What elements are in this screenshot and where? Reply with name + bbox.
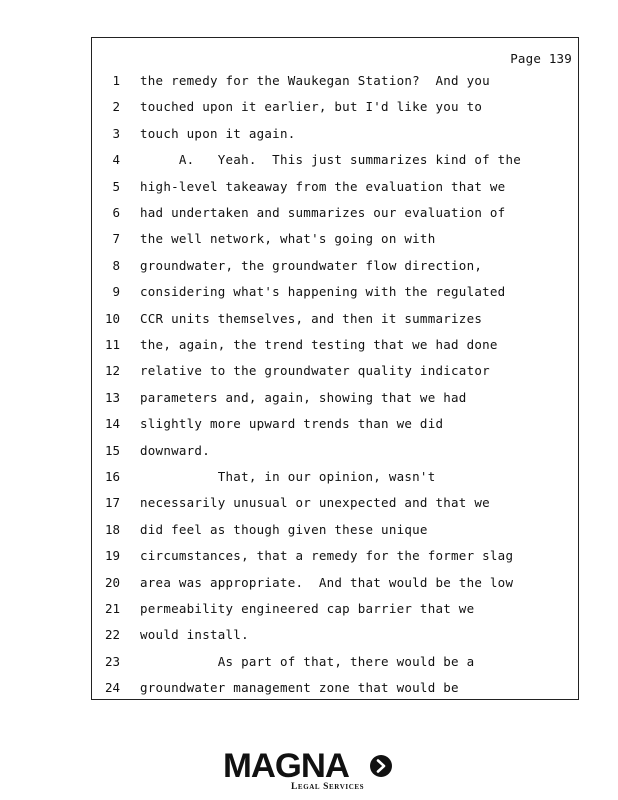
- line-number: 10: [104, 310, 120, 326]
- transcript-line: [92, 150, 578, 170]
- line-number: 6: [112, 205, 120, 220]
- logo-subtitle: Legal Services: [291, 782, 365, 792]
- line-number: 13: [104, 389, 120, 405]
- line-number: 3: [112, 125, 120, 141]
- line-number: 22: [104, 627, 120, 643]
- line-number: 14: [104, 416, 120, 432]
- line-text: the well network, what's going on with: [140, 231, 436, 247]
- line-text: necessarily unusual or unexpected and that we: [140, 495, 490, 511]
- line-number: 12: [104, 363, 120, 379]
- line-number: 1: [112, 73, 120, 88]
- line-number: 20: [104, 574, 120, 590]
- transcript-line: [92, 546, 578, 566]
- line-number: 17: [104, 495, 120, 511]
- line-number: 21: [104, 601, 120, 616]
- line-text: high-level takeaway from the evaluation that we: [140, 178, 506, 194]
- line-number: 7: [112, 231, 120, 247]
- transcript-line: [92, 229, 578, 249]
- line-text: CCR units themselves, and then it summarizes: [140, 310, 483, 326]
- transcript-line: [92, 388, 578, 408]
- line-text: circumstances, that a remedy for the former slag: [140, 548, 514, 564]
- line-number: 19: [104, 548, 120, 564]
- transcript-line: [92, 256, 578, 276]
- transcript-line: [92, 520, 578, 540]
- line-number: 11: [104, 337, 120, 352]
- line-number: 5: [112, 178, 120, 194]
- line-text: touch upon it again.: [140, 125, 296, 141]
- line-text: touched upon it earlier, but I'd like you to: [140, 99, 483, 115]
- transcript-line: [92, 203, 578, 223]
- line-number: 15: [104, 442, 120, 458]
- transcript-line: [92, 493, 578, 513]
- transcript-line: [92, 441, 578, 461]
- transcript-line: [92, 361, 578, 381]
- line-text: would install.: [140, 627, 249, 643]
- line-text: considering what's happening with the regulated: [140, 284, 506, 300]
- line-number: 4: [112, 152, 120, 168]
- line-text: had undertaken and summarizes our evaluation of: [140, 205, 506, 220]
- transcript-line: [92, 177, 578, 197]
- chevron-right-circle-icon: [369, 754, 393, 778]
- line-text: slightly more upward trends than we did: [140, 416, 444, 432]
- line-text: A. Yeah. This just summarizes kind of the: [140, 152, 522, 168]
- line-number: 16: [104, 469, 120, 484]
- transcript-line: [92, 309, 578, 329]
- line-number: 8: [112, 257, 120, 273]
- transcript-line: [92, 124, 578, 144]
- line-text: parameters and, again, showing that we had: [140, 389, 467, 405]
- transcript-line: [92, 335, 578, 355]
- transcript-line: [92, 625, 578, 645]
- line-text: the remedy for the Waukegan Station? And you: [140, 73, 490, 88]
- transcript-line: [92, 97, 578, 117]
- line-text: permeability engineered cap barrier that we: [140, 601, 475, 616]
- line-text: downward.: [140, 442, 210, 458]
- line-text: groundwater, the groundwater flow direction,: [140, 257, 483, 273]
- transcript-line: [92, 467, 578, 487]
- transcript-line: [92, 573, 578, 593]
- transcript-line: [92, 282, 578, 302]
- line-text: area was appropriate. And that would be the low: [140, 574, 514, 590]
- line-text: did feel as though given these unique: [140, 521, 428, 537]
- line-number: 9: [112, 284, 120, 300]
- line-text: groundwater management zone that would be: [140, 680, 459, 696]
- transcript-line: [92, 678, 578, 698]
- logo-wordmark: MAGNA: [223, 747, 349, 785]
- line-text: the, again, the trend testing that we had done: [140, 337, 498, 352]
- line-text: As part of that, there would be a: [140, 653, 475, 669]
- transcript-line: [92, 414, 578, 434]
- line-text: relative to the groundwater quality indicator: [140, 363, 490, 379]
- transcript-line: [92, 71, 578, 91]
- magna-logo: [223, 747, 398, 797]
- line-number: 18: [104, 521, 120, 537]
- line-number: 2: [112, 99, 120, 115]
- line-number: 24: [104, 680, 120, 696]
- transcript-page: [91, 37, 579, 700]
- page-number: Page 139: [510, 51, 572, 66]
- line-number: 23: [104, 653, 120, 669]
- line-text: That, in our opinion, wasn't: [140, 469, 436, 484]
- transcript-line: [92, 599, 578, 619]
- transcript-line: [92, 652, 578, 672]
